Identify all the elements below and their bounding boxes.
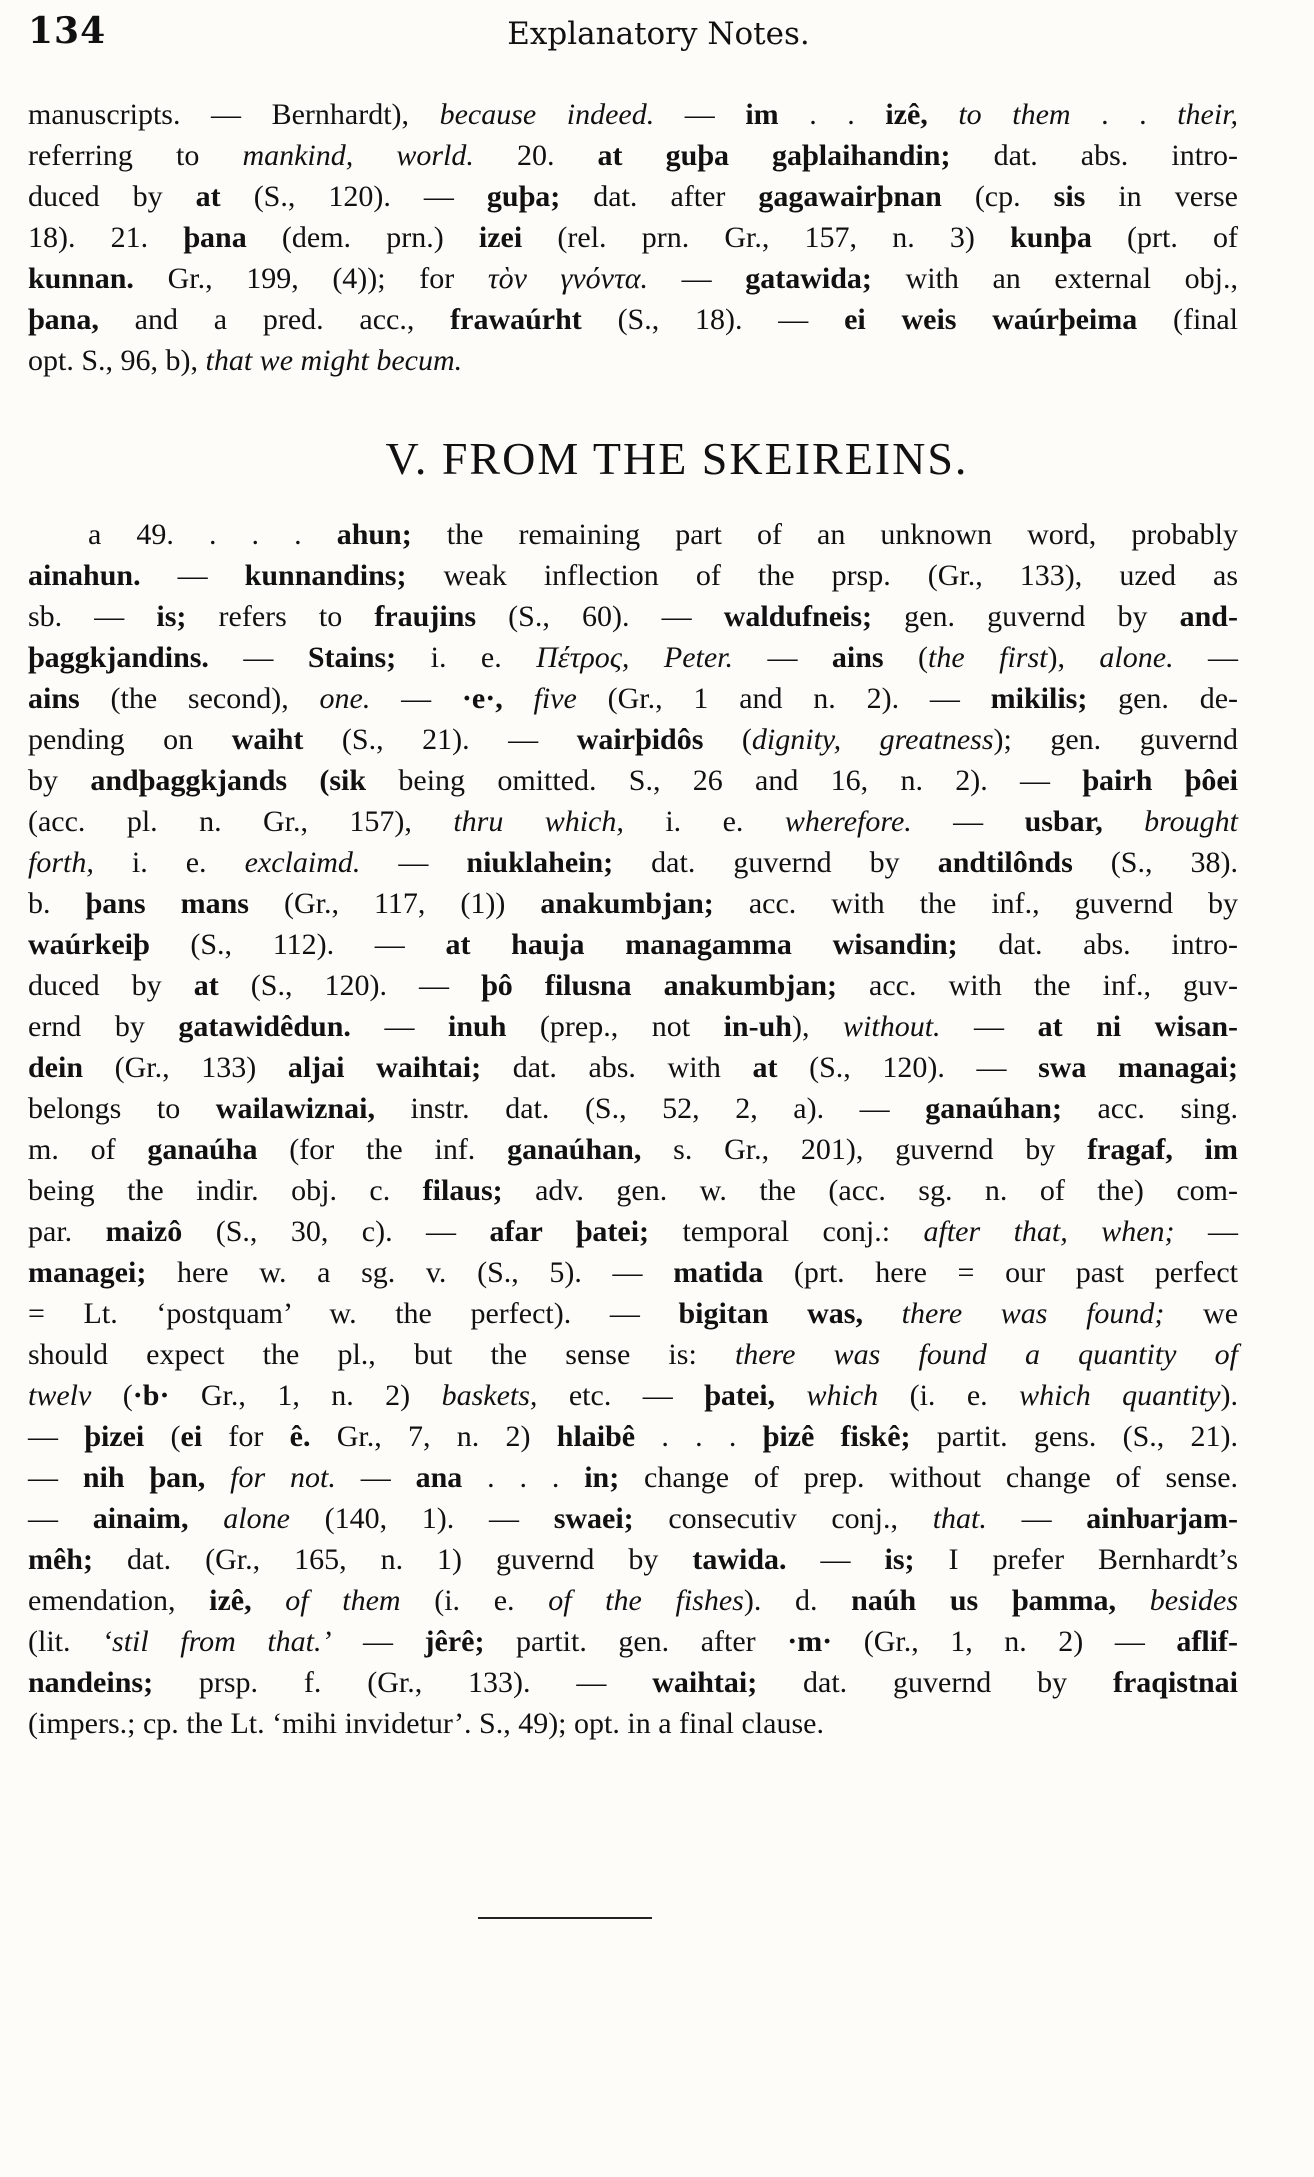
text-line: mêh; dat. (Gr., 165, n. 1) guvernd by tawida. — is; I prefer Bernhardt’s <box>28 1543 1239 1576</box>
page-header <box>28 10 1259 60</box>
text-line: twelv (·b· Gr., 1, n. 2) baskets, etc. — þatei, which (i. e. which quantity). <box>28 1379 1239 1412</box>
text-line: opt. S., 96, b), that we might becum. <box>28 344 463 377</box>
text-line: being the indir. obj. c. filaus; adv. gen. w. the (acc. sg. n. of the) com- <box>28 1174 1238 1207</box>
text-line: belongs to wailawiznai, instr. dat. (S., 52, 2, a). — ganaúhan; acc. sing. <box>28 1092 1239 1125</box>
page-number: 134 <box>28 10 107 52</box>
text-line: þana, and a pred. acc., frawaúrht (S., 18). — ei weis waúrþeima (final <box>28 303 1238 336</box>
text-line: — þizei (ei for ê. Gr., 7, n. 2) hlaibê . . . þizê fiskê; partit. gens. (S., 21). <box>28 1420 1239 1453</box>
text-line: a 49. . . . ahun; the remaining part of an unknown word, probably <box>88 518 1238 551</box>
text-line: nandeins; prsp. f. (Gr., 133). — waihtai; dat. guvernd by fraqistnai <box>28 1666 1238 1699</box>
text-line: pending on waiht (S., 21). — wairþidôs (dignity, greatness); gen. guvernd <box>28 723 1239 756</box>
text-line: m. of ganaúha (for the inf. ganaúhan, s. Gr., 201), guvernd by fragaf, im <box>28 1133 1239 1166</box>
text-line: duced by at (S., 120). — guþa; dat. after gagawairþnan (cp. sis in verse <box>28 180 1238 213</box>
text-line: (impers.; cp. the Lt. ‘mihi invidetur’. S., 49); opt. in a final clause. <box>28 1707 824 1740</box>
text-line: forth, i. e. exclaimd. — niuklahein; dat. guvernd by andtilônds (S., 38). <box>28 846 1238 879</box>
notes-paragraph-1 <box>28 94 1238 381</box>
text-line: 18). 21. þana (dem. prn.) izei (rel. prn. Gr., 157, n. 3) kunþa (prt. of <box>28 221 1239 254</box>
text-line: duced by at (S., 120). — þô filusna anakumbjan; acc. with the inf., guv- <box>28 969 1238 1002</box>
text-line: waúrkeiþ (S., 112). — at hauja managamma wisandin; dat. abs. intro- <box>28 928 1238 961</box>
text-line: manuscripts. — Bernhardt), because indeed. — im . . izê, to them . . their, <box>28 98 1239 131</box>
text-line: emendation, izê, of them (i. e. of the fishes). d. naúh us þamma, besides <box>28 1584 1239 1617</box>
text-line: sb. — is; refers to fraujins (S., 60). — waldufneis; gen. guvernd by and- <box>28 600 1238 633</box>
end-rule <box>478 1917 652 1919</box>
text-line: = Lt. ‘postquam’ w. the perfect). — bigitan was, there was found; we <box>28 1297 1239 1330</box>
text-line: should expect the pl., but the sense is: there was found a quantity of <box>28 1338 1239 1371</box>
text-line: — ainaim, alone (140, 1). — swaei; consecutiv conj., that. — ainƕarjam- <box>28 1502 1239 1535</box>
section-title: V. FROM THE SKEIREINS. <box>385 433 969 484</box>
text-line: referring to mankind, world. 20. at guþa gaþlaihandin; dat. abs. intro- <box>28 139 1239 172</box>
text-line: kunnan. Gr., 199, (4)); for τὸν γνόντα. — gatawida; with an external obj., <box>28 262 1238 295</box>
text-line: ainahun. — kunnandins; weak inflection of the prsp. (Gr., 133), uzed as <box>28 559 1239 592</box>
text-line: managei; here w. a sg. v. (S., 5). — matida (prt. here = our past perfect <box>28 1256 1238 1289</box>
text-line: ernd by gatawidêdun. — inuh (prep., not in-uh), without. — at ni wisan- <box>28 1010 1239 1043</box>
text-line: by andþaggkjands (sik being omitted. S., 26 and 16, n. 2). — þairh þôei <box>28 764 1239 797</box>
notes-paragraph-2 <box>28 514 1238 1744</box>
text-line: þaggkjandins. — Stains; i. e. Πέτρος, Peter. — ains (the first), alone. — <box>28 641 1239 674</box>
running-head: Explanatory Notes. <box>507 16 810 52</box>
text-line: (acc. pl. n. Gr., 157), thru which, i. e. wherefore. — usbar, brought <box>28 805 1239 838</box>
text-line: — nih þan, for not. — ana . . . in; change of prep. without change of sense. <box>28 1461 1239 1494</box>
text-line: par. maizô (S., 30, c). — afar þatei; temporal conj.: after that, when; — <box>28 1215 1238 1248</box>
text-line: (lit. ‘stil from that.’ — jêrê; partit. gen. after ·m· (Gr., 1, n. 2) — aflif- <box>28 1625 1238 1658</box>
text-line: b. þans mans (Gr., 117, (1)) anakumbjan; acc. with the inf., guvernd by <box>28 887 1238 920</box>
text-line: ains (the second), one. — ·e·, five (Gr., 1 and n. 2). — mikilis; gen. de- <box>28 682 1239 715</box>
text-line: dein (Gr., 133) aljai waihtai; dat. abs. with at (S., 120). — swa managai; <box>28 1051 1239 1084</box>
